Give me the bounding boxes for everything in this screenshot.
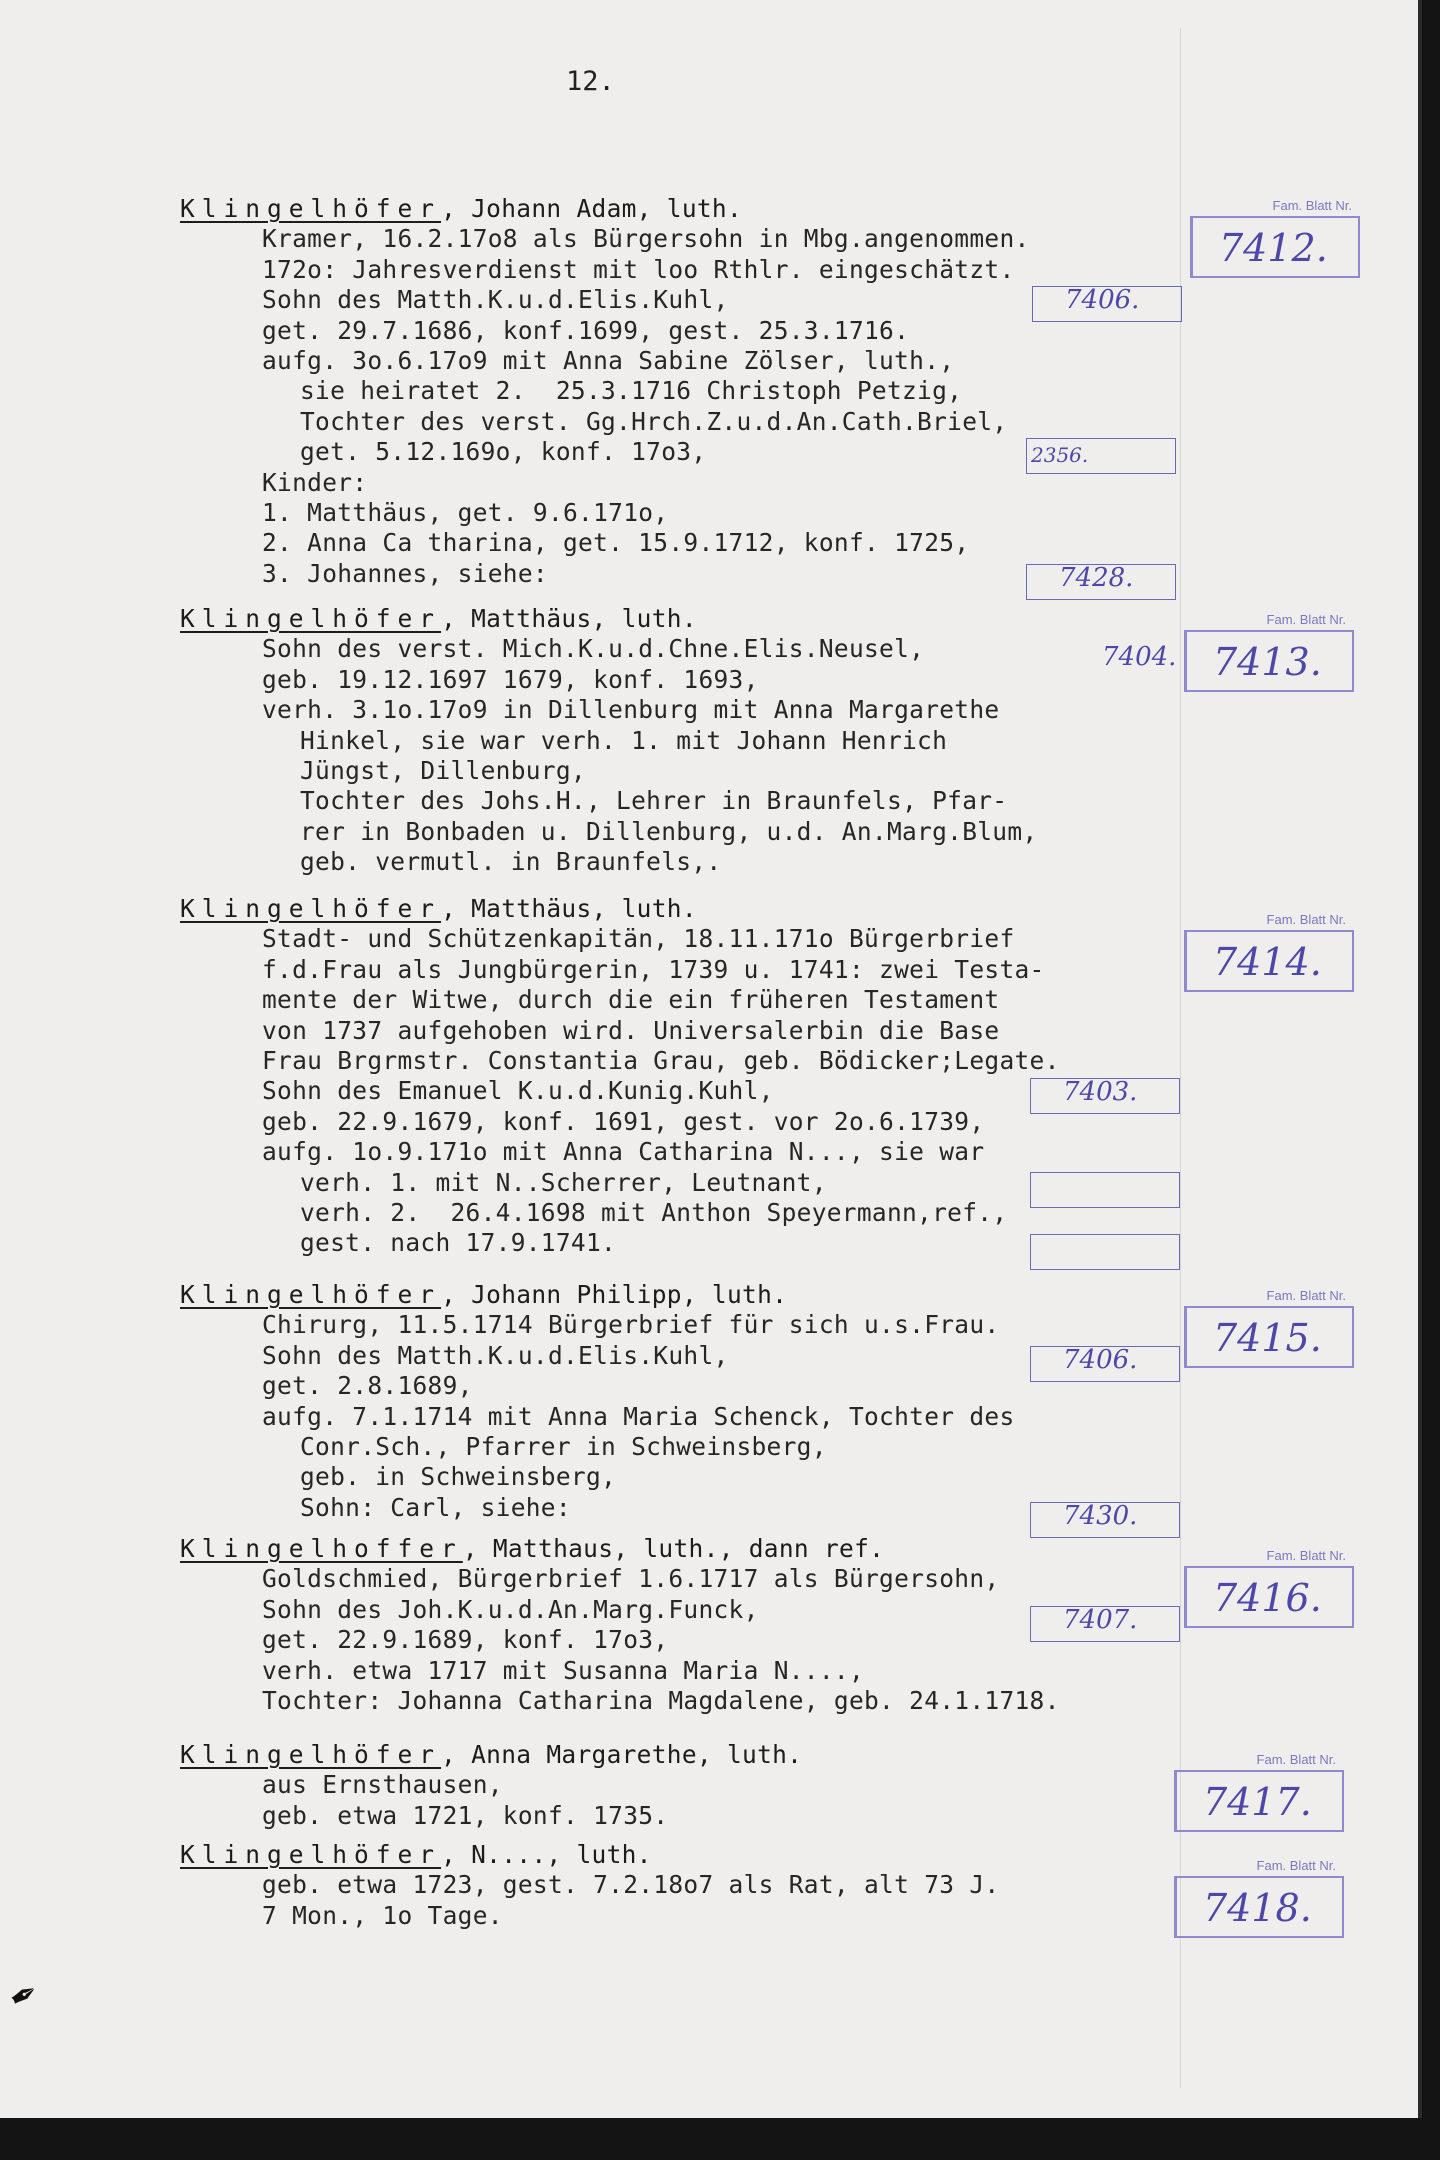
entry-heading — [180, 1740, 1410, 1770]
given-name: , Matthaus, luth., dann ref. — [462, 1534, 885, 1563]
given-name: , N...., luth. — [441, 1840, 652, 1869]
empty-reference-box — [1030, 1234, 1180, 1270]
fam-blatt-label: Fam. Blatt Nr. — [1256, 1752, 1336, 1767]
entry-line: get. 2.8.1689, — [262, 1371, 473, 1401]
cross-reference-box — [1026, 564, 1176, 600]
entry-line: Sohn: Carl, siehe: — [300, 1492, 571, 1522]
cross-reference-box — [1030, 1346, 1180, 1382]
fam-blatt-number: 7414. — [1213, 940, 1322, 984]
entry-line: aufg. 3o.6.17o9 mit Anna Sabine Zölser, luth., — [262, 346, 955, 376]
entry-line: Sohn des Matth.K.u.d.Elis.Kuhl, — [262, 285, 729, 315]
entry-line: 1. Matthäus, get. 9.6.171o, — [262, 498, 669, 528]
surname: Klingelhöfer — [180, 1280, 442, 1309]
entry-line: f.d.Frau als Jungbürgerin, 1739 u. 1741: zwei Testa- — [262, 954, 1045, 984]
cross-reference-number: 2356. — [1031, 443, 1089, 467]
fam-blatt-box — [1184, 1548, 1354, 1628]
fam-blatt-number: 7413. — [1213, 640, 1322, 684]
entry-line: Kramer, 16.2.17o8 als Bürgersohn in Mbg.angenommen. — [262, 224, 1030, 254]
fam-blatt-label: Fam. Blatt Nr. — [1266, 912, 1346, 927]
fam-blatt-number: 7418. — [1203, 1886, 1312, 1930]
entry-line: Sohn des Emanuel K.u.d.Kunig.Kuhl, — [262, 1076, 774, 1106]
given-name: , Matthäus, luth. — [441, 604, 697, 633]
surname: Klingelhöfer — [180, 894, 442, 923]
entry-line: 172o: Jahresverdienst mit loo Rthlr. eingeschätzt. — [262, 254, 1015, 284]
entry-line: aufg. 1o.9.171o mit Anna Catharina N..., sie war — [262, 1137, 985, 1167]
cross-reference-box — [1070, 644, 1220, 680]
fam-blatt-number: 7417. — [1203, 1780, 1312, 1824]
entry-line: 3. Johannes, siehe: — [262, 558, 548, 588]
entry-line: get. 5.12.169o, konf. 17o3, — [300, 437, 707, 467]
entry-line: sie heiratet 2. 25.3.1716 Christoph Petzig, — [300, 376, 963, 406]
page-number: 12. — [566, 66, 615, 97]
entry-line: get. 29.7.1686, konf.1699, gest. 25.3.1716. — [262, 315, 910, 345]
entry-line: Sohn des verst. Mich.K.u.d.Chne.Elis.Neusel, — [262, 634, 925, 664]
entry-line: geb. 22.9.1679, konf. 1691, gest. vor 2o.6.1739, — [262, 1106, 985, 1136]
entry-line: Tochter: Johanna Catharina Magdalene, geb. 24.1.1718. — [262, 1686, 1060, 1716]
cross-reference-number: 7428. — [1059, 563, 1134, 593]
entry-line: verh. etwa 1717 mit Susanna Maria N...., — [262, 1655, 865, 1685]
entry-line: Hinkel, sie war verh. 1. mit Johann Henrich — [300, 725, 948, 755]
fam-blatt-label: Fam. Blatt Nr. — [1266, 612, 1346, 627]
fam-blatt-label: Fam. Blatt Nr. — [1266, 1548, 1346, 1563]
entry-line: mente der Witwe, durch die ein früheren Testament — [262, 985, 1000, 1015]
entry-line: geb. etwa 1721, konf. 1735. — [262, 1800, 669, 1830]
entry-line: verh. 1. mit N..Scherrer, Leutnant, — [300, 1167, 827, 1197]
given-name: , Anna Margarethe, luth. — [441, 1740, 803, 1769]
entry-line: 2. Anna Ca tharina, get. 15.9.1712, konf. 1725, — [262, 528, 970, 558]
fam-blatt-box — [1174, 1858, 1344, 1938]
entry-line: Chirurg, 11.5.1714 Bürgerbrief für sich u.s.Frau. — [262, 1310, 1000, 1340]
cross-reference-box — [1030, 1078, 1180, 1114]
entry-line: verh. 3.1o.17o9 in Dillenburg mit Anna Margarethe — [262, 695, 1000, 725]
entry-heading — [180, 1534, 1410, 1564]
entry-line: gest. nach 17.9.1741. — [300, 1228, 617, 1258]
entry-line: von 1737 aufgehoben wird. Universalerbin die Base — [262, 1015, 1000, 1045]
entry-line: Tochter des Johs.H., Lehrer in Braunfels, Pfar- — [300, 786, 1008, 816]
surname: Klingelhöfer — [180, 604, 442, 633]
cross-reference-box — [1026, 438, 1176, 474]
entry-line: 7 Mon., 1o Tage. — [262, 1900, 503, 1930]
entry-line: geb. 19.12.1697 1679, konf. 1693, — [262, 664, 759, 694]
entry-line: verh. 2. 26.4.1698 mit Anthon Speyermann,ref., — [300, 1198, 1008, 1228]
fam-blatt-box — [1184, 1288, 1354, 1368]
given-name: , Matthäus, luth. — [441, 894, 697, 923]
entry-line: get. 22.9.1689, konf. 17o3, — [262, 1625, 669, 1655]
entry-line: Conr.Sch., Pfarrer in Schweinsberg, — [300, 1432, 827, 1462]
surname: Klingelhöfer — [180, 194, 442, 223]
entry-line: Sohn des Joh.K.u.d.An.Marg.Funck, — [262, 1594, 759, 1624]
entry-line: aus Ernsthausen, — [262, 1770, 503, 1800]
cross-reference-number: 7406. — [1065, 285, 1140, 315]
entry-line: Goldschmied, Bürgerbrief 1.6.1717 als Bürgersohn, — [262, 1564, 1000, 1594]
fam-blatt-number: 7416. — [1213, 1576, 1322, 1620]
entry-heading — [180, 1840, 1410, 1870]
cross-reference-box — [1030, 1606, 1180, 1642]
entry-line: geb. in Schweinsberg, — [300, 1462, 617, 1492]
fam-blatt-box — [1190, 198, 1360, 278]
entry-line: geb. vermutl. in Braunfels,. — [300, 847, 722, 877]
entry-line: Jüngst, Dillenburg, — [300, 756, 586, 786]
entry-line: Sohn des Matth.K.u.d.Elis.Kuhl, — [262, 1340, 729, 1370]
fam-blatt-label: Fam. Blatt Nr. — [1256, 1858, 1336, 1873]
cross-reference-number: 7406. — [1063, 1345, 1138, 1375]
entry-heading — [180, 894, 1410, 924]
fam-blatt-label: Fam. Blatt Nr. — [1266, 1288, 1346, 1303]
entry-line: Tochter des verst. Gg.Hrch.Z.u.d.An.Cath.Briel, — [300, 406, 1008, 436]
empty-reference-box — [1030, 1172, 1180, 1208]
cross-reference-box — [1030, 1502, 1180, 1538]
cross-reference-box — [1032, 286, 1182, 322]
fam-blatt-number: 7412. — [1219, 226, 1328, 270]
entry-line: Frau Brgrmstr. Constantia Grau, geb. Bödicker;Legate. — [262, 1046, 1060, 1076]
entry-line: geb. etwa 1723, gest. 7.2.18o7 als Rat, alt 73 J. — [262, 1870, 1000, 1900]
surname: Klingelhoffer — [180, 1534, 463, 1563]
given-name: , Johann Adam, luth. — [441, 194, 743, 223]
entry-line: aufg. 7.1.1714 mit Anna Maria Schenck, Tochter des — [262, 1401, 1015, 1431]
entry-line: rer in Bonbaden u. Dillenburg, u.d. An.Marg.Blum, — [300, 816, 1038, 846]
entry-line: Kinder: — [262, 467, 368, 497]
surname: Klingelhöfer — [180, 1740, 442, 1769]
cross-reference-number: 7430. — [1063, 1501, 1138, 1531]
cross-reference-number: 7404. — [1102, 642, 1177, 672]
ink-mark: ✒ — [1, 1971, 47, 2021]
fam-blatt-box — [1184, 912, 1354, 992]
cross-reference-number: 7407. — [1063, 1605, 1138, 1635]
fam-blatt-label: Fam. Blatt Nr. — [1272, 198, 1352, 213]
cross-reference-number: 7403. — [1063, 1077, 1138, 1107]
fam-blatt-box — [1174, 1752, 1344, 1832]
given-name: , Johann Philipp, luth. — [441, 1280, 788, 1309]
fam-blatt-number: 7415. — [1213, 1316, 1322, 1360]
entry-line: Stadt- und Schützenkapitän, 18.11.171o Bürgerbrief — [262, 924, 1015, 954]
surname: Klingelhöfer — [180, 1840, 442, 1869]
